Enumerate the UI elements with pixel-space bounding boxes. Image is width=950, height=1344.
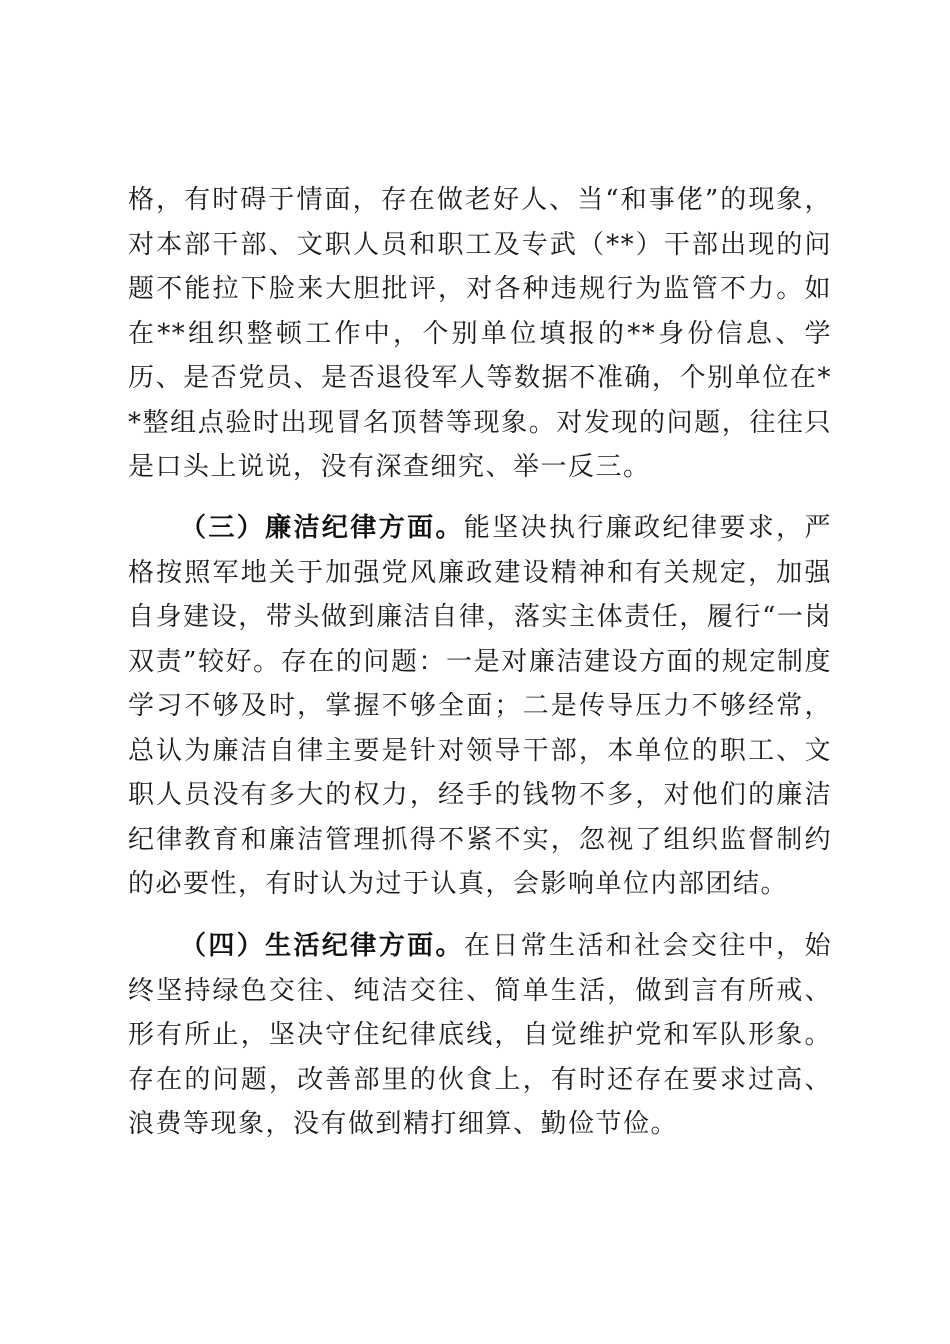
paragraph-text: 在日常生活和社会交往中，始终坚持绿色交往、纯洁交往、简单生活，做到言有所戒、形有所止，坚决守住纪律底线，自觉维护党和军队形象。存在的问题，改善部里的伙食上，有时还存在要求过高、浪费等现象，没有做到精打细算、勤俭节俭。 <box>128 931 832 1139</box>
paragraph-text: 能坚决执行廉政纪律要求，严格按照军地关于加强党风廉政建设精神和有关规定，加强自身建设，带头做到廉洁自律，落实主体责任，履行“一岗双责”较好。存在的问题：一是对廉洁建设方面的规定制度学习不够及时，掌握不够全面；二是传导压力不够经常，总认为廉洁自律主要是针对领导干部，本单位的职工、文职人员没有多大的权力，经手的钱物不多，对他们的廉洁纪律教育和廉洁管理抓得不紧不实，忽视了组织监督制约的必要性，有时认为过于认真，会影响单位内部团结。 <box>128 513 832 899</box>
paragraph-text: 格，有时碍于情面，存在做老好人、当“和事佬”的现象，对本部干部、文职人员和职工及专武（**）干部出现的问题不能拉下脸来大胆批评，对各种违规行为监管不力。如在**组织整顿工作中，个别单位填报的**身份信息、学历、是否党员、是否退役军人等数据不准确，个别单位在**整组点验时出现冒名顶替等现象。对发现的问题，往往只是口头上说说，没有深查细究、举一反三。 <box>128 185 832 482</box>
paragraph-life-discipline <box>128 924 832 1147</box>
paragraph-integrity-discipline <box>128 506 832 907</box>
section-heading-life: （四）生活纪律方面。 <box>180 931 464 961</box>
paragraph-continuation <box>128 178 832 490</box>
section-heading-integrity: （三）廉洁纪律方面。 <box>180 513 464 543</box>
